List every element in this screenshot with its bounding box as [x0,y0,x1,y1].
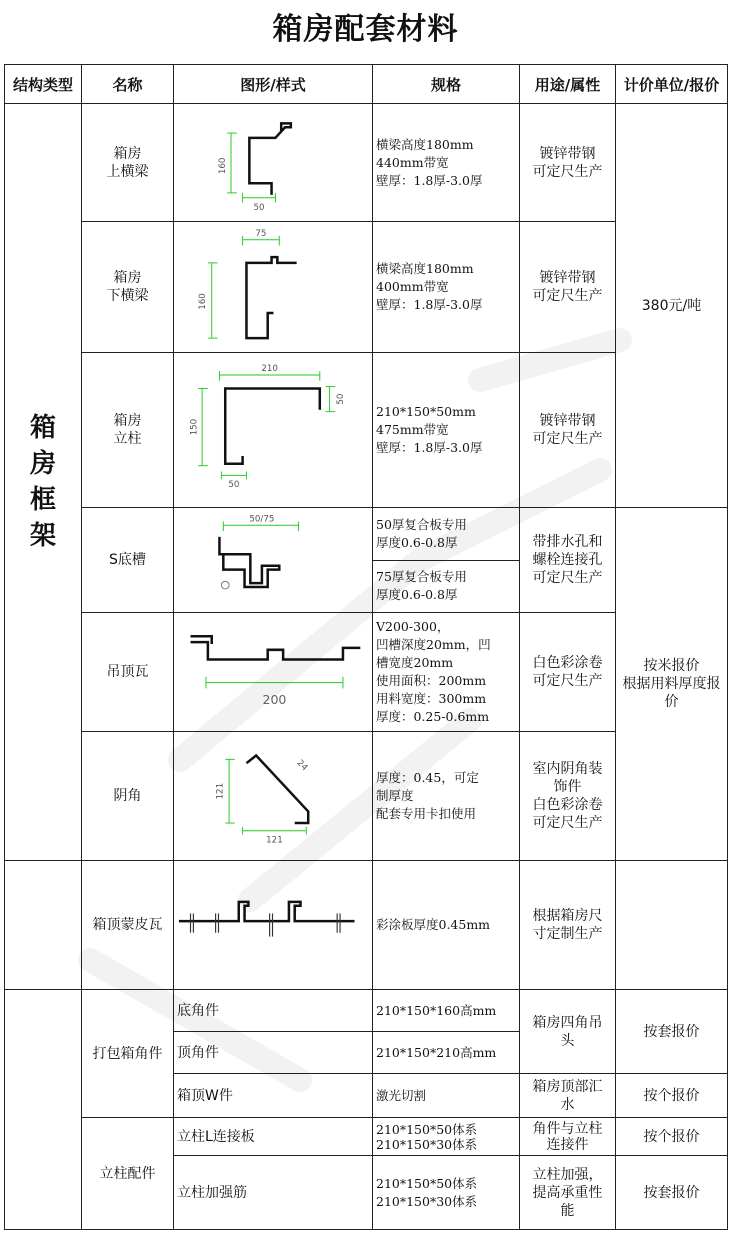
roof-tile-drawing [177,861,369,989]
dim-s-channel: 50/75 [249,514,275,525]
header-name: 名称 [82,65,174,104]
dim-corner-horizontal: 121 [266,835,283,846]
top-beam-profile [249,123,290,194]
header-price: 计价单位/报价 [616,65,728,104]
part-bottom-corner: 底角件 [174,990,373,1032]
use-bottom-beam: 镀锌带钢 可定尺生产 [520,222,616,353]
header-figure: 图形/样式 [174,65,373,104]
name-ceiling-tile: 吊顶瓦 [82,613,174,732]
roof-tile-profile [179,902,355,921]
table-row [5,508,728,561]
table-row [5,861,728,990]
header-spec: 规格 [373,65,520,104]
use-corner-parts: 箱房四角吊 头 [520,990,616,1074]
table-row [5,104,728,222]
spec-s-channel-50: 50厚复合板专用 厚度0.6-0.8厚 [373,508,520,561]
figure-roof-tile [174,861,373,990]
part-w-piece: 箱顶W件 [174,1074,373,1118]
price-per-ton: 380元/吨 [616,104,728,508]
column-profile [225,389,320,464]
dim-top-beam-height: 160 [218,157,229,175]
figure-top-beam [174,104,373,222]
dim-bottom-beam-height: 160 [197,293,208,310]
spec-bottom-corner: 210*150*160高mm [373,990,520,1032]
spec-roof-tile: 彩涂板厚度0.45mm [373,861,520,990]
category-cell-tail [5,990,82,1230]
spec-top-beam: 横梁高度180mm 440mm带宽 壁厚：1.8厚-3.0厚 [373,104,520,222]
spec-stiffener: 210*150*50体系 210*150*30体系 [373,1156,520,1230]
spec-inner-corner: 厚度：0.45，可定 制厚度 配套专用卡扣使用 [373,732,520,861]
bottom-beam-profile [246,257,296,338]
figure-column [174,353,373,508]
dim-column-foot: 50 [228,479,240,490]
use-w-piece: 箱房顶部汇 水 [520,1074,616,1118]
dim-column-width: 210 [261,364,278,375]
price-stiffener: 按套报价 [616,1156,728,1230]
part-top-corner: 顶角件 [174,1032,373,1074]
part-stiffener: 立柱加强筋 [174,1156,373,1230]
figure-ceiling-tile [174,613,373,732]
price-per-meter: 按米报价 根据用料厚度报价 [616,508,728,861]
dim-column-height: 150 [189,418,200,436]
drain-hole-icon [221,581,229,589]
spec-column: 210*150*50mm 475mm带宽 壁厚：1.8厚-3.0厚 [373,353,520,508]
materials-table [4,64,728,1230]
use-top-beam: 镀锌带钢 可定尺生产 [520,104,616,222]
column-drawing [177,353,369,507]
price-w-piece: 按个报价 [616,1074,728,1118]
use-stiffener: 立柱加强， 提高承重性 能 [520,1156,616,1230]
price-l-plate: 按个报价 [616,1118,728,1156]
spec-l-plate: 210*150*50体系 210*150*30体系 [373,1118,520,1156]
table-row [5,1118,728,1156]
ceiling-tile-profile [191,642,361,659]
header-row [5,65,728,104]
s-channel-drawing [177,508,369,612]
use-s-channel: 带排水孔和 螺栓连接孔 可定尺生产 [520,508,616,613]
category-label [8,410,78,554]
bottom-beam-drawing [177,222,369,352]
part-l-plate: 立柱L连接板 [174,1118,373,1156]
use-ceiling-tile: 白色彩涂卷 可定尺生产 [520,613,616,732]
name-column: 箱房 立柱 [82,353,174,508]
dim-ceiling-tile: 200 [262,691,287,707]
figure-s-channel [174,508,373,613]
spec-bottom-beam: 横梁高度180mm 400mm带宽 壁厚：1.8厚-3.0厚 [373,222,520,353]
name-s-channel: S底槽 [82,508,174,613]
use-roof-tile: 根据箱房尺 寸定制生产 [520,861,616,990]
category-cell [5,104,82,861]
use-column: 镀锌带钢 可定尺生产 [520,353,616,508]
top-beam-drawing [177,104,369,221]
header-structure-type: 结构类型 [5,65,82,104]
name-roof-tile: 箱顶蒙皮瓦 [82,861,174,990]
use-inner-corner: 室内阴角装 饰件 白色彩涂卷 可定尺生产 [520,732,616,861]
category-cell-continued [5,861,82,990]
dim-column-flange: 50 [335,393,346,405]
table-row [5,990,728,1032]
dim-top-beam-width: 50 [253,203,265,214]
spec-top-corner: 210*150*210高mm [373,1032,520,1074]
name-bottom-beam: 箱房 下横梁 [82,222,174,353]
price-roof-tile-empty [616,861,728,990]
name-column-group: 立柱配件 [82,1118,174,1230]
price-corner-parts: 按套报价 [616,990,728,1074]
name-inner-corner: 阴角 [82,732,174,861]
dim-bottom-beam-width: 75 [255,228,267,239]
s-channel-profile [219,537,279,587]
dim-corner-lip: 24 [294,758,310,774]
header-use: 用途/属性 [520,65,616,104]
page-title: 箱房配套材料 [272,12,459,47]
dim-corner-vertical: 121 [215,782,226,800]
category-text: 箱 房 框 架 [29,413,56,551]
spec-ceiling-tile: V200-300， 凹槽深度20mm，凹 槽宽度20mm 使用面积：200mm 用料宽度：300mm 厚度：0.25-0.6mm [373,613,520,732]
figure-inner-corner [174,732,373,861]
inner-corner-drawing [177,732,369,860]
spec-w-piece: 激光切割 [373,1074,520,1118]
ceiling-tile-drawing [177,613,369,731]
name-top-beam: 箱房 上横梁 [82,104,174,222]
use-l-plate: 角件与立柱 连接件 [520,1118,616,1156]
figure-bottom-beam [174,222,373,353]
name-corner-group: 打包箱角件 [82,990,174,1118]
spec-s-channel-75: 75厚复合板专用 厚度0.6-0.8厚 [373,560,520,613]
roof-tile-seams [191,913,341,936]
